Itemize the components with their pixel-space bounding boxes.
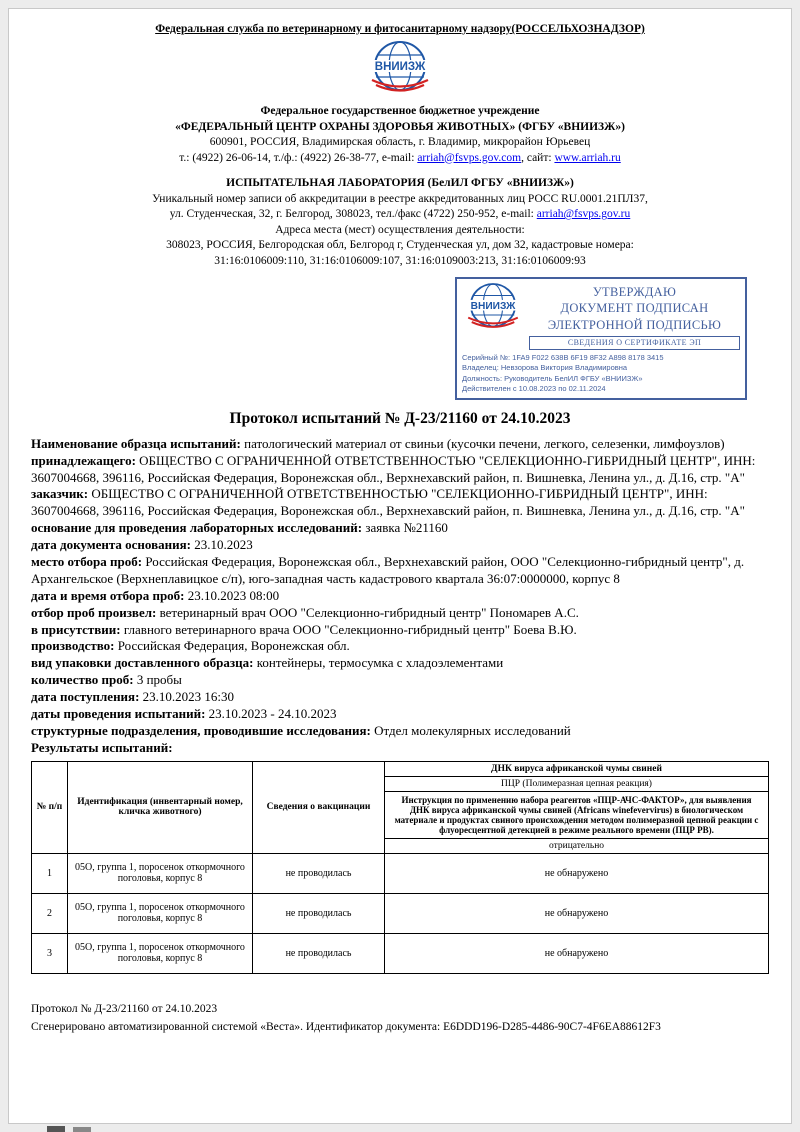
certificate-serial: Серийный №: 1FA9 F022 638B 6F19 8F32 A898 8178 3415 xyxy=(462,353,664,363)
cell-vaccination: не проводилась xyxy=(253,893,385,933)
field-value: 23.10.2023 16:30 xyxy=(142,689,235,705)
stamp-signed-line1: ДОКУМЕНТ ПОДПИСАН xyxy=(560,301,709,316)
signature-stamp-area xyxy=(31,277,747,400)
col-header-id: Идентификация (инвентарный номер, кличка животного) xyxy=(68,761,253,853)
field-owner xyxy=(31,453,769,487)
cell-result: не обнаружено xyxy=(385,933,769,973)
field-customer xyxy=(31,486,769,520)
field-production xyxy=(31,638,769,655)
field-label: дата и время отбора проб: xyxy=(31,587,185,603)
field-packaging xyxy=(31,655,769,672)
lab-email-link[interactable]: arriah@fsvps.gov.ru xyxy=(536,208,631,221)
col-header-method-type: ПЦР (Полимеразная цепная реакция) xyxy=(385,776,769,791)
org-address: 600901, РОССИЯ, Владимирская область, г. Владимир, микрорайон Юрьевец xyxy=(209,136,591,149)
field-label: структурные подразделения, проводившие исследования: xyxy=(31,722,371,738)
field-sampler xyxy=(31,605,769,622)
field-basis xyxy=(31,520,769,537)
cadastral-numbers: 31:16:0106009:110, 31:16:0106009:107, 31:16:0109003:213, 31:16:0106009:93 xyxy=(214,254,586,267)
col-header-vaccination: Сведения о вакцинации xyxy=(253,761,385,853)
table-row xyxy=(32,893,769,933)
table-row xyxy=(32,933,769,973)
stamp-approve: УТВЕРЖДАЮ xyxy=(592,285,677,300)
org-site-link[interactable]: www.arriah.ru xyxy=(554,151,621,164)
col-header-num: № п/п xyxy=(32,761,68,853)
col-header-target: ДНК вируса африканской чумы свиней xyxy=(385,761,769,776)
field-basis-date xyxy=(31,537,769,554)
page-title: Протокол испытаний № Д-23/21160 от 24.10.2023 xyxy=(229,409,571,427)
field-sample-count xyxy=(31,672,769,689)
table-header-row xyxy=(32,761,769,776)
field-value: заявка №21160 xyxy=(365,520,448,536)
field-witness xyxy=(31,622,769,639)
field-value: Российская Федерация, Воронежская обл. xyxy=(117,638,350,654)
globe-logo-icon xyxy=(364,40,436,96)
results-table xyxy=(31,761,769,974)
lab-contacts-prefix: ул. Студенческая, 32, г. Белгород, 308023, тел./факс (4722) 250-952, e-mail: xyxy=(169,208,537,221)
field-label: место отбора проб: xyxy=(31,554,143,570)
stamp-signed-line2: ЭЛЕКТРОННОЙ ПОДПИСЬЮ xyxy=(547,317,722,332)
field-label: дата поступления: xyxy=(31,689,140,705)
document-page xyxy=(8,8,792,1124)
field-value: ОБЩЕСТВО С ОГРАНИЧЕННОЙ ОТВЕТСТВЕННОСТЬЮ "СЕЛЕКЦИОННО-ГИБРИДНЫЙ ЦЕНТР", ИНН: 3607004668, 396116, Российская Федерация, Воронежская обл., Верхнехавский район, п. Вишневка, Ленина ул., д. Д.16, стр. "А" xyxy=(31,486,745,519)
certificate-owner: Владелец: Невзорова Виктория Владимировна xyxy=(462,363,628,373)
addresses-label: Адреса места (мест) осуществления деятельности: xyxy=(275,223,525,236)
org-name: «ФЕДЕРАЛЬНЫЙ ЦЕНТР ОХРАНЫ ЗДОРОВЬЯ ЖИВОТНЫХ» (ФГБУ «ВНИИЗЖ») xyxy=(175,120,625,133)
field-sampling-place xyxy=(31,554,769,588)
cell-identification: 05О, группа 1, поросенок откормочного поголовья, корпус 8 xyxy=(68,933,253,973)
logo-text: ВНИИЗЖ xyxy=(374,61,426,73)
cell-num: 1 xyxy=(32,853,68,893)
field-value: 23.10.2023 - 24.10.2023 xyxy=(208,706,337,722)
field-test-dates xyxy=(31,706,769,723)
cell-vaccination: не проводилась xyxy=(253,853,385,893)
field-value: главного ветеринарного врача ООО "Селекционно-гибридный центр" Боева В.Ю. xyxy=(123,621,577,637)
field-label: Наименование образца испытаний: xyxy=(31,435,241,451)
field-label: Результаты испытаний: xyxy=(31,739,173,755)
org-type: Федеральное государственное бюджетное учреждение xyxy=(260,105,540,117)
accreditation-line: Уникальный номер записи об аккредитации в реестре аккредитованных лиц РОСС RU.0001.21ПЛ37, xyxy=(152,192,648,205)
cell-num: 2 xyxy=(32,893,68,933)
field-label: даты проведения испытаний: xyxy=(31,706,206,722)
document-footer xyxy=(31,1000,769,1037)
cell-vaccination: не проводилась xyxy=(253,933,385,973)
cell-result: не обнаружено xyxy=(385,853,769,893)
vniizh-logo-icon xyxy=(31,40,769,101)
certificate-position: Должность: Руководитель БелИЛ ФГБУ «ВНИИЗЖ» xyxy=(462,373,643,383)
cell-num: 3 xyxy=(32,933,68,973)
org-contacts xyxy=(31,151,769,167)
field-label: дата документа основания: xyxy=(31,537,191,553)
org-email-link[interactable]: arriah@fsvps.gov.com xyxy=(417,151,522,164)
field-label: отбор проб произвел: xyxy=(31,604,157,620)
stamp-titles xyxy=(529,282,740,350)
certificate-info-box: СВЕДЕНИЯ О СЕРТИФИКАТЕ ЭП xyxy=(529,336,740,350)
cell-identification: 05О, группа 1, поросенок откормочного поголовья, корпус 8 xyxy=(68,853,253,893)
field-value: 23.10.2023 08:00 xyxy=(187,587,280,603)
field-value: контейнеры, термосумка с хладоэлементами xyxy=(256,655,504,671)
field-value: ветеринарный врач ООО "Селекционно-гибридный центр" Пономарев А.С. xyxy=(159,604,579,620)
cutoff-mark xyxy=(47,1126,65,1132)
digital-signature-stamp xyxy=(455,277,747,400)
stamp-globe-logo-icon xyxy=(462,282,524,332)
col-header-method: Инструкция по применению набора реагентов «ПЦР-АЧС-ФАКТОР», для выявления ДНК вируса африканской чумы свиней (Africans winefevervirus) в биологическом материале и продуктах свиного происхождения методом полимеразной цепной реакции с флуоресцентной детекцией в режиме реального времени (ПЦР РВ). xyxy=(385,791,769,838)
field-value: ОБЩЕСТВО С ОГРАНИЧЕННОЙ ОТВЕТСТВЕННОСТЬЮ "СЕЛЕКЦИОННО-ГИБРИДНЫЙ ЦЕНТР", ИНН: 3607004668, 396116, Российская Федерация, Воронежская обл., Верхнехавский район, п. Вишневка, Ленина ул., д. Д.16, стр. "А" xyxy=(31,452,756,485)
field-value: 23.10.2023 xyxy=(194,537,253,553)
field-sample-name xyxy=(31,436,769,453)
field-label: производство: xyxy=(31,638,115,654)
field-value: патологический материал от свиньи (кусочки печени, легкого, селезенки, лимфоузлов) xyxy=(244,435,725,451)
field-value: 3 пробы xyxy=(136,672,182,688)
table-row xyxy=(32,853,769,893)
field-receipt-date xyxy=(31,689,769,706)
agency-header: Федеральная служба по ветеринарному и фитосанитарному надзору(РОССЕЛЬХОЗНАДЗОР) xyxy=(155,23,645,35)
field-label: принадлежащего: xyxy=(31,452,136,468)
cell-result: не обнаружено xyxy=(385,893,769,933)
lab-contacts xyxy=(31,207,769,223)
field-label: вид упаковки доставленного образца: xyxy=(31,655,254,671)
field-label: основание для проведения лабораторных исследований: xyxy=(31,520,363,536)
certificate-validity: Действителен с 10.08.2023 по 02.11.2024 xyxy=(462,383,606,393)
results-heading xyxy=(31,740,769,757)
field-value: Российская Федерация, Воронежская обл., Верхнехавский район, ООО "Селекционно-гибридный центр", д. Архангельское (Верхнеплавицкое с/п), юго-западная часть кадастрового квартала 36:07:0000000, корпус 8 xyxy=(31,554,745,586)
contacts-mid: , сайт: xyxy=(521,151,555,164)
field-sampling-datetime xyxy=(31,588,769,605)
field-label: в присутствии: xyxy=(31,621,121,637)
contacts-prefix: т.: (4922) 26-06-14, т./ф.: (4922) 26-38-77, e-mail: xyxy=(179,151,418,164)
field-label: заказчик: xyxy=(31,486,89,502)
cell-identification: 05О, группа 1, поросенок откормочного поголовья, корпус 8 xyxy=(68,893,253,933)
address-line: 308023, РОССИЯ, Белгородская обл, Белгород г, Студенческая ул, дом 32, кадастровые номера: xyxy=(166,239,634,252)
stamp-logo-text: ВНИИЗЖ xyxy=(470,300,516,312)
footer-protocol-ref: Протокол № Д-23/21160 от 24.10.2023 xyxy=(31,1002,218,1015)
certificate-details xyxy=(462,353,740,394)
footer-generated-line: Сгенерировано автоматизированной системой «Веста». Идентификатор документа: E6DDD196-D285-4486-90C7-4F6EA88612F3 xyxy=(31,1021,661,1034)
lab-title: ИСПЫТАТЕЛЬНАЯ ЛАБОРАТОРИЯ (БелИЛ ФГБУ «ВНИИЗЖ») xyxy=(226,177,574,190)
field-label: количество проб: xyxy=(31,672,134,688)
field-value: Отдел молекулярных исследований xyxy=(374,722,571,738)
field-departments xyxy=(31,723,769,740)
col-header-norm: отрицательно xyxy=(385,838,769,853)
